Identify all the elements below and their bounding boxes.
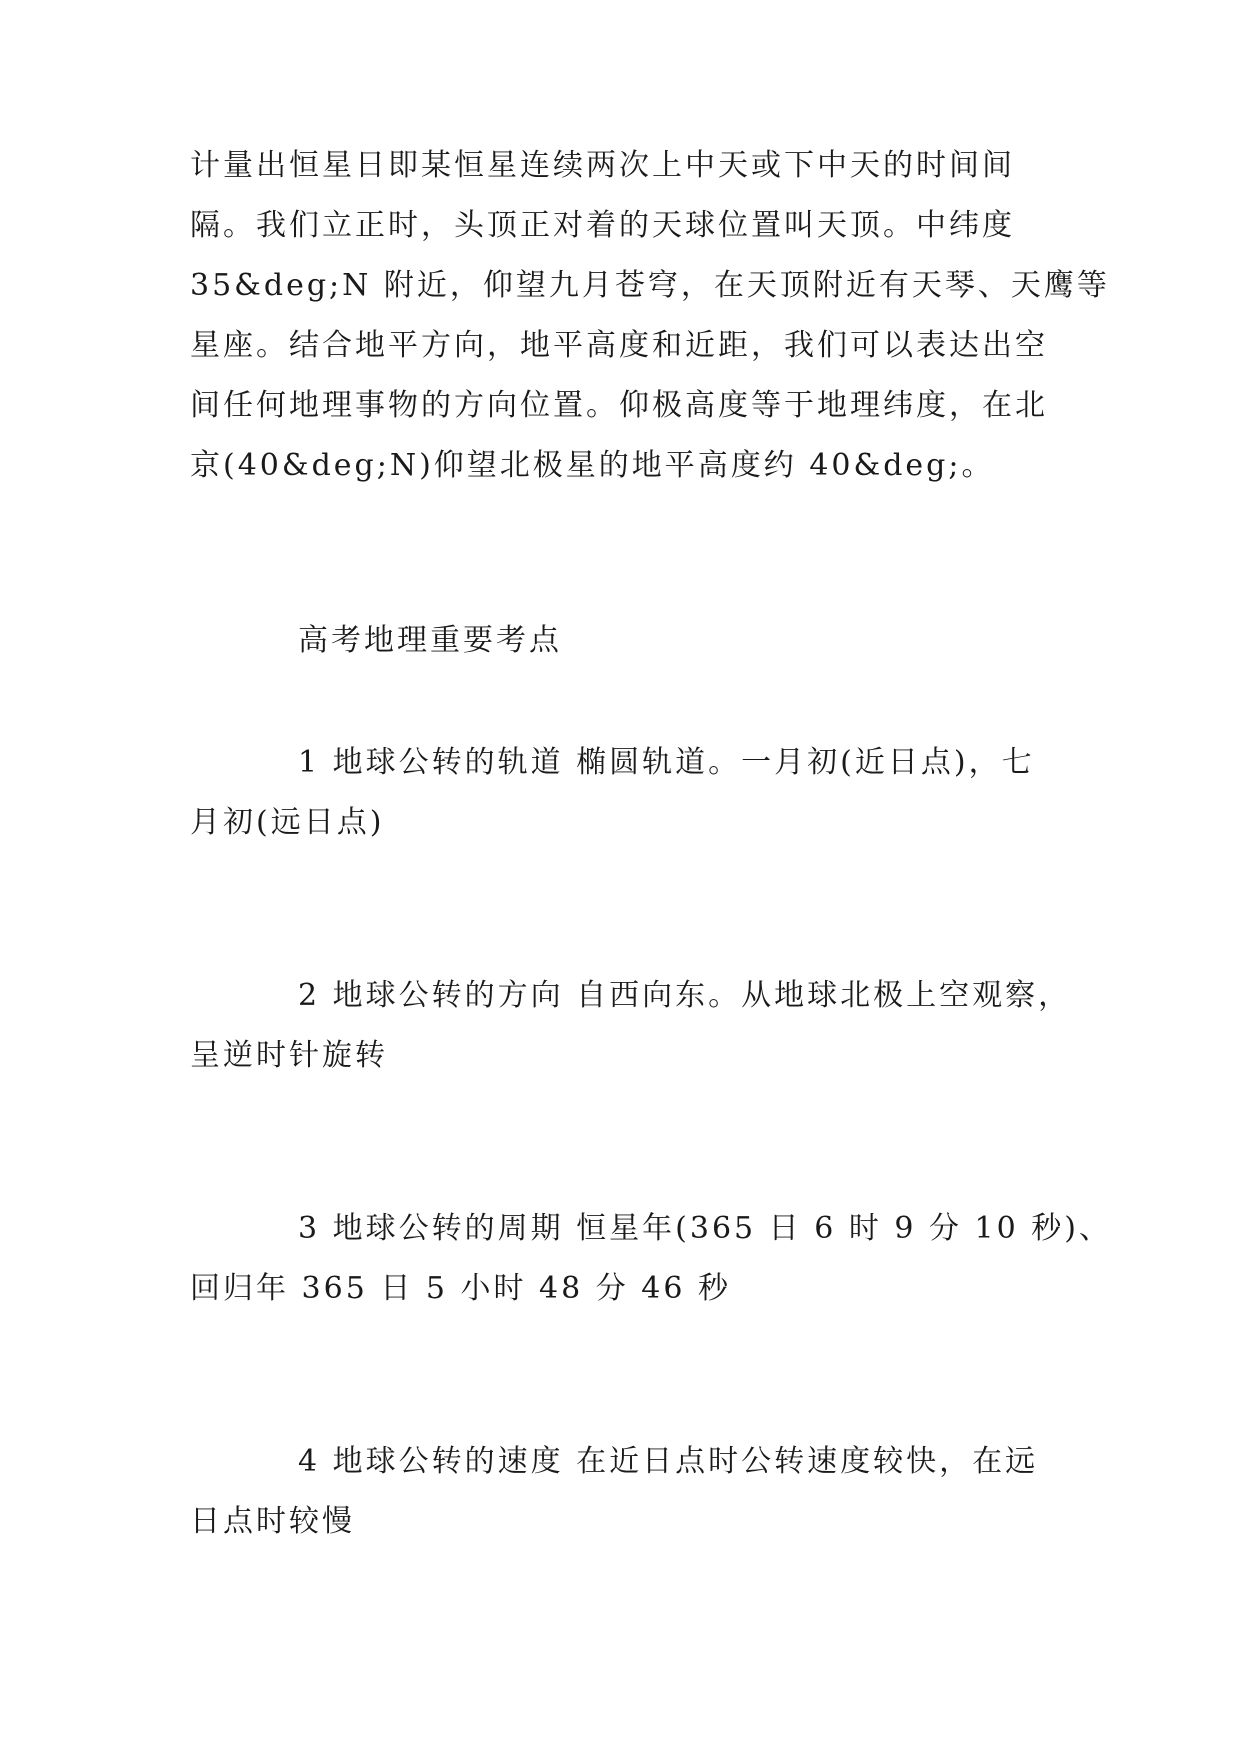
point-line: 呈逆时针旋转 [190, 1038, 388, 1073]
text-line: 隔。我们立正时，头顶正对着的天球位置叫天顶。中纬度 [190, 208, 1015, 243]
point-line: 日点时较慢 [190, 1504, 355, 1539]
intro-paragraph [190, 136, 1110, 496]
section-heading: 高考地理重要考点 [298, 623, 562, 658]
point-line: 回归年 365 日 5 小时 48 分 46 秒 [190, 1271, 731, 1306]
point-line: 2 地球公转的方向 自西向东。从地球北极上空观察， [298, 978, 1072, 1013]
point-line: 3 地球公转的周期 恒星年(365 日 6 时 9 分 10 秒)、 [298, 1211, 1112, 1246]
text-line: 星座。结合地平方向，地平高度和近距，我们可以表达出空 [190, 328, 1048, 363]
point-2 [190, 966, 1072, 1086]
point-line: 1 地球公转的轨道 椭圆轨道。一月初(近日点)，七 [298, 745, 1035, 780]
point-4 [190, 1432, 1050, 1552]
text-line: 计量出恒星日即某恒星连续两次上中天或下中天的时间间 [190, 148, 1015, 183]
text-line: 间任何地理事物的方向位置。仰极高度等于地理纬度，在北 [190, 388, 1048, 423]
point-line: 月初(远日点) [190, 805, 385, 840]
point-1 [190, 733, 1050, 853]
text-line: 35&deg;N 附近，仰望九月苍穹，在天顶附近有天琴、天鹰等 [190, 268, 1110, 303]
point-3 [190, 1199, 1112, 1319]
point-line: 4 地球公转的速度 在近日点时公转速度较快，在远 [298, 1444, 1039, 1479]
text-line: 京(40&deg;N)仰望北极星的地平高度约 40&deg;。 [190, 448, 995, 483]
